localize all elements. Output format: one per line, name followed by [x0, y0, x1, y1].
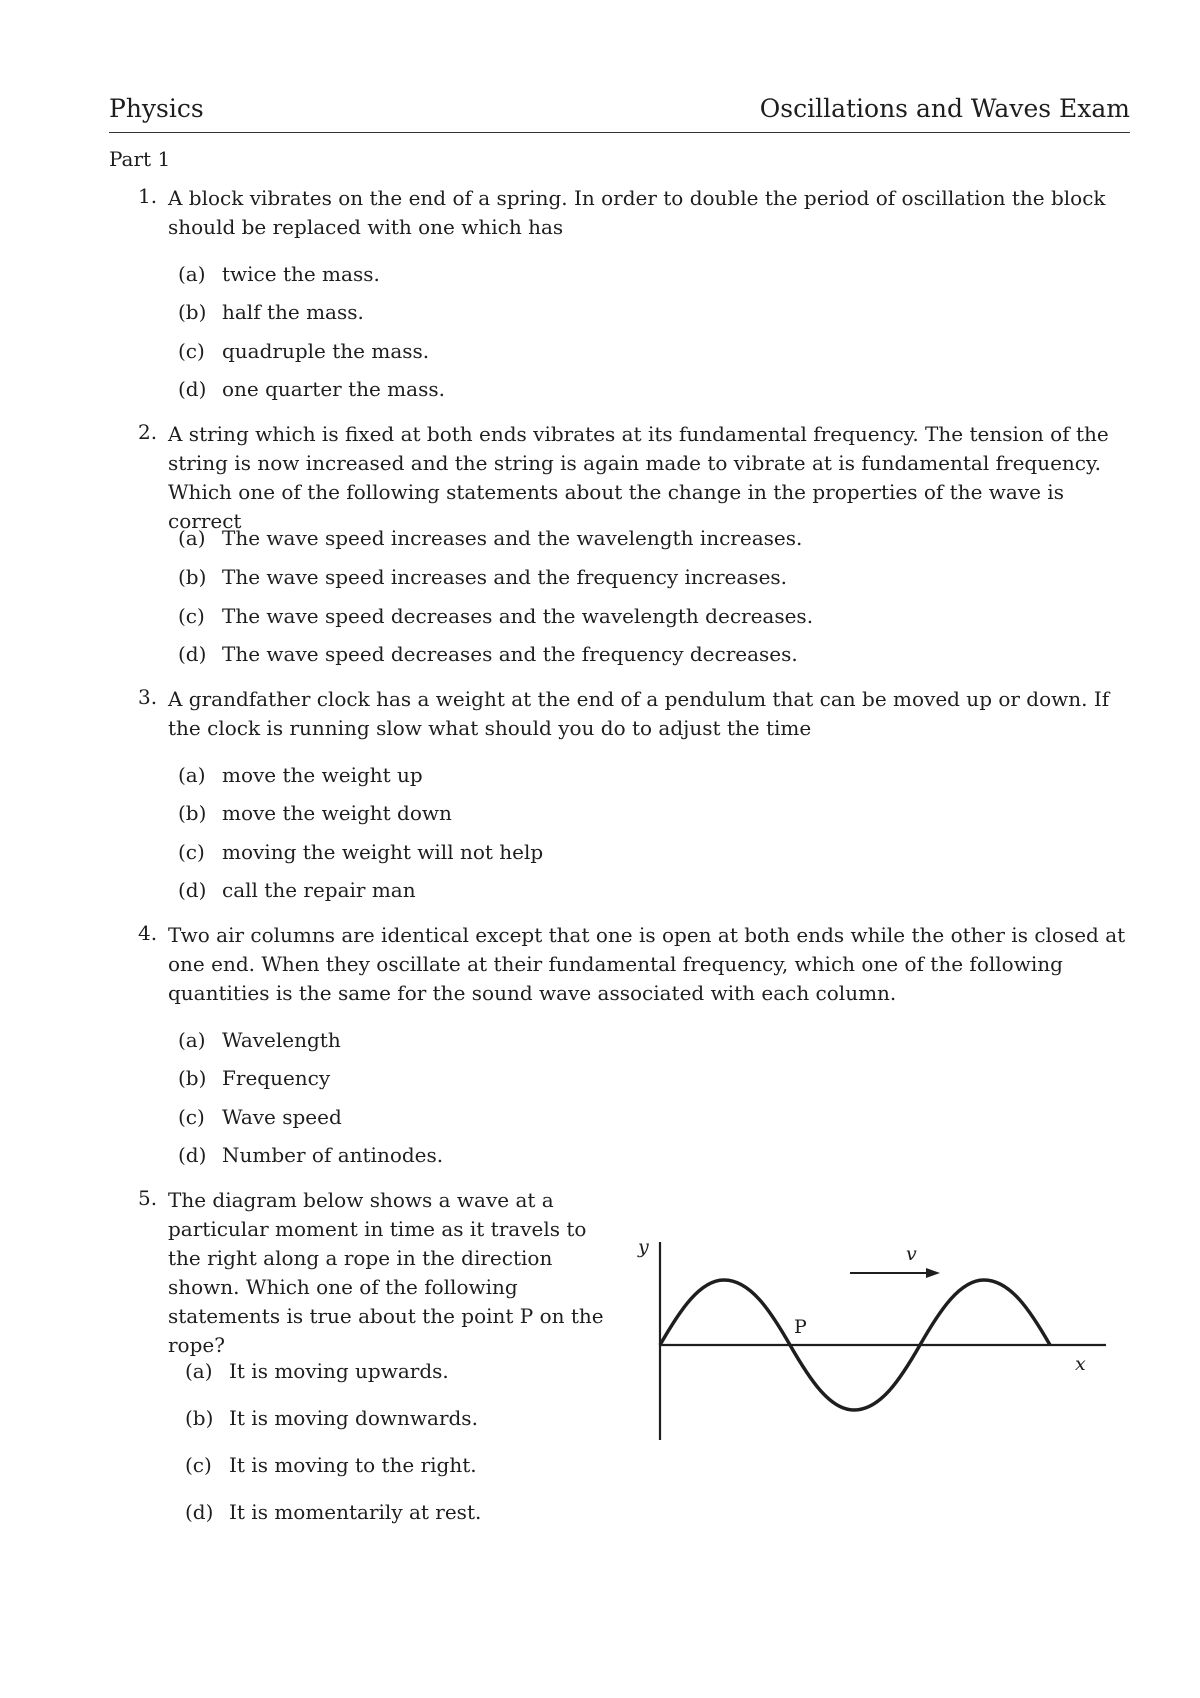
option-text: half the mass. [222, 300, 364, 324]
option-text: twice the mass. [222, 262, 380, 286]
question-stem: A block vibrates on the end of a spring. In order to double the period of oscillation the block should be replaced with one which has [168, 186, 1106, 239]
option-text: It is moving to the right. [229, 1453, 477, 1477]
option-label: (a) [178, 526, 206, 550]
option-label: (b) [185, 1406, 214, 1430]
option-text: move the weight down [222, 801, 452, 825]
option-text: The wave speed increases and the frequency increases. [222, 565, 788, 589]
option-label: (a) [178, 262, 206, 286]
option-text: call the repair man [222, 878, 416, 902]
option-text: The wave speed decreases and the frequency decreases. [222, 642, 798, 666]
option-label: (b) [178, 801, 207, 825]
question-stem: Two air columns are identical except that one is open at both ends while the other is closed at one end. When they oscillate at their fundamental frequency, which one of the following quantities is the same for the sound wave associated with each column. [168, 923, 1126, 1005]
question-number: 3. [138, 685, 158, 709]
exam-title: Oscillations and Waves Exam [759, 94, 1130, 123]
question-number: 2. [138, 420, 158, 444]
page-header [109, 92, 1130, 133]
option-text: The wave speed increases and the wavelength increases. [222, 526, 803, 550]
option-text: It is momentarily at rest. [229, 1500, 482, 1524]
velocity-label: v [906, 1243, 917, 1265]
option-text: It is moving downwards. [229, 1406, 478, 1430]
option-text: moving the weight will not help [222, 840, 544, 864]
velocity-arrowhead [926, 1268, 940, 1278]
part-title: Part 1 [109, 147, 171, 171]
question-number: 4. [138, 921, 158, 945]
question-number: 5. [138, 1186, 158, 1210]
option-text: Number of antinodes. [222, 1143, 444, 1167]
question-number: 1. [138, 184, 158, 208]
y-axis-label: y [638, 1236, 649, 1258]
option-label: (c) [178, 840, 205, 864]
option-label: (c) [185, 1453, 212, 1477]
option-text: Wave speed [222, 1105, 342, 1129]
option-label: (a) [185, 1359, 213, 1383]
question-stem: The diagram below shows a wave at a particular moment in time as it travels to the right along a rope in the direction shown. Which one of the following statements is true about the point P on the rope? [168, 1188, 604, 1357]
option-text: It is moving upwards. [229, 1359, 449, 1383]
x-axis-label: x [1075, 1353, 1086, 1375]
option-label: (a) [178, 763, 206, 787]
option-text: Wavelength [222, 1028, 341, 1052]
option-label: (d) [178, 377, 207, 401]
option-text: one quarter the mass. [222, 377, 445, 401]
wave-diagram [630, 1230, 1110, 1450]
option-text: quadruple the mass. [222, 339, 430, 363]
option-text: move the weight up [222, 763, 423, 787]
option-label: (a) [178, 1028, 206, 1052]
option-label: (d) [178, 1143, 207, 1167]
option-text: The wave speed decreases and the wavelength decreases. [222, 604, 814, 628]
option-label: (b) [178, 1066, 207, 1090]
option-text: Frequency [222, 1066, 331, 1090]
point-p-label: P [794, 1316, 807, 1338]
option-label: (c) [178, 1105, 205, 1129]
option-label: (b) [178, 300, 207, 324]
option-label: (d) [178, 642, 207, 666]
option-label: (d) [178, 878, 207, 902]
subject-title: Physics [109, 94, 204, 123]
option-label: (c) [178, 339, 205, 363]
question-stem: A string which is fixed at both ends vibrates at its fundamental frequency. The tension of the string is now increased and the string is again made to vibrate at is fundamental frequency. Which one of the following statements about the change in the properties of the wave is correct [168, 422, 1109, 533]
option-label: (b) [178, 565, 207, 589]
option-label: (c) [178, 604, 205, 628]
question-stem: A grandfather clock has a weight at the end of a pendulum that can be moved up or down. If the clock is running slow what should you do to adjust the time [168, 687, 1110, 740]
option-label: (d) [185, 1500, 214, 1524]
